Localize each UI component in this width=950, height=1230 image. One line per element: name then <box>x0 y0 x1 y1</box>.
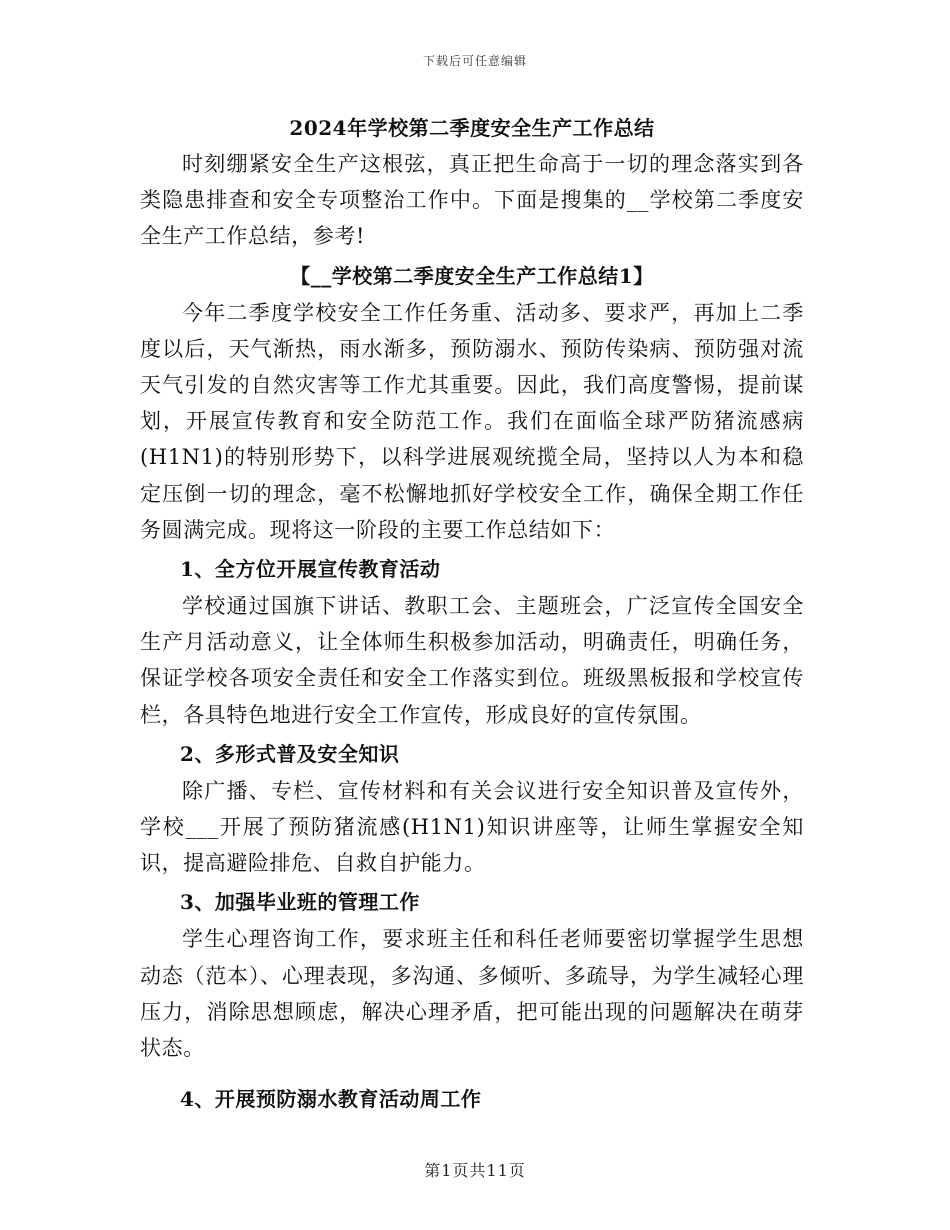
item-1-heading: 1、全方位开展宣传教育活动 <box>180 557 441 582</box>
page-number: 第1页共11页 <box>424 1161 526 1180</box>
item-3-body: 学生心理咨询工作，要求班主任和科任老师要密切掌握学生思想动态（范本）、心理表现，多沟通、多倾听、多疏导，为学生减轻心理压力，消除思想顾虑，解决心理矛盾，把可能出现的问题解决在萌芽状态。 <box>140 927 804 1061</box>
item-4-heading: 4、开展预防溺水教育活动周工作 <box>180 1087 482 1112</box>
item-1-body: 学校通过国旗下讲话、教职工会、主题班会，广泛宣传全国安全生产月活动意义，让全体师生积极参加活动，明确责任，明确任务，保证学校各项安全责任和安全工作落实到位。班级黑板报和学校宣传栏，各具特色地进行安全工作宣传，形成良好的宣传氛围。 <box>140 594 804 727</box>
item-2-heading: 2、多形式普及安全知识 <box>180 741 400 766</box>
document-title: 2024年学校第二季度安全生产工作总结 <box>289 116 655 140</box>
section-intro-paragraph: 今年二季度学校安全工作任务重、活动多、要求严，再加上二季度以后，天气渐热，雨水渐多，预防溺水、预防传染病、预防强对流天气引发的自然灾害等工作尤其重要。因此，我们高度警惕，提前谋划，开展宣传教育和安全防范工作。我们在面临全球严防猪流感病(H1N1)的特别形势下，以科学进展观统揽全局，坚持以人为本和稳定压倒一切的理念，毫不松懈地抓好学校安全工作，确保全期工作任务圆满完成。现将这一阶段的主要工作总结如下： <box>140 300 804 542</box>
intro-paragraph: 时刻绷紧安全生产这根弦，真正把生命高于一切的理念落实到各类隐患排查和安全专项整治工作中。下面是搜集的__学校第二季度安全生产工作总结，参考! <box>140 152 804 249</box>
section-title: 【__学校第二季度安全生产工作总结1】 <box>290 263 654 288</box>
document-body <box>140 110 804 1118</box>
item-2-body: 除广播、专栏、宣传材料和有关会议进行安全知识普及宣传外，学校___开展了预防猪流感(H1N1)知识讲座等，让师生掌握安全知识，提高避险排危、自救自护能力。 <box>140 778 804 876</box>
header-note: 下载后可任意编辑 <box>422 54 527 68</box>
item-3-heading: 3、加强毕业班的管理工作 <box>180 890 420 915</box>
